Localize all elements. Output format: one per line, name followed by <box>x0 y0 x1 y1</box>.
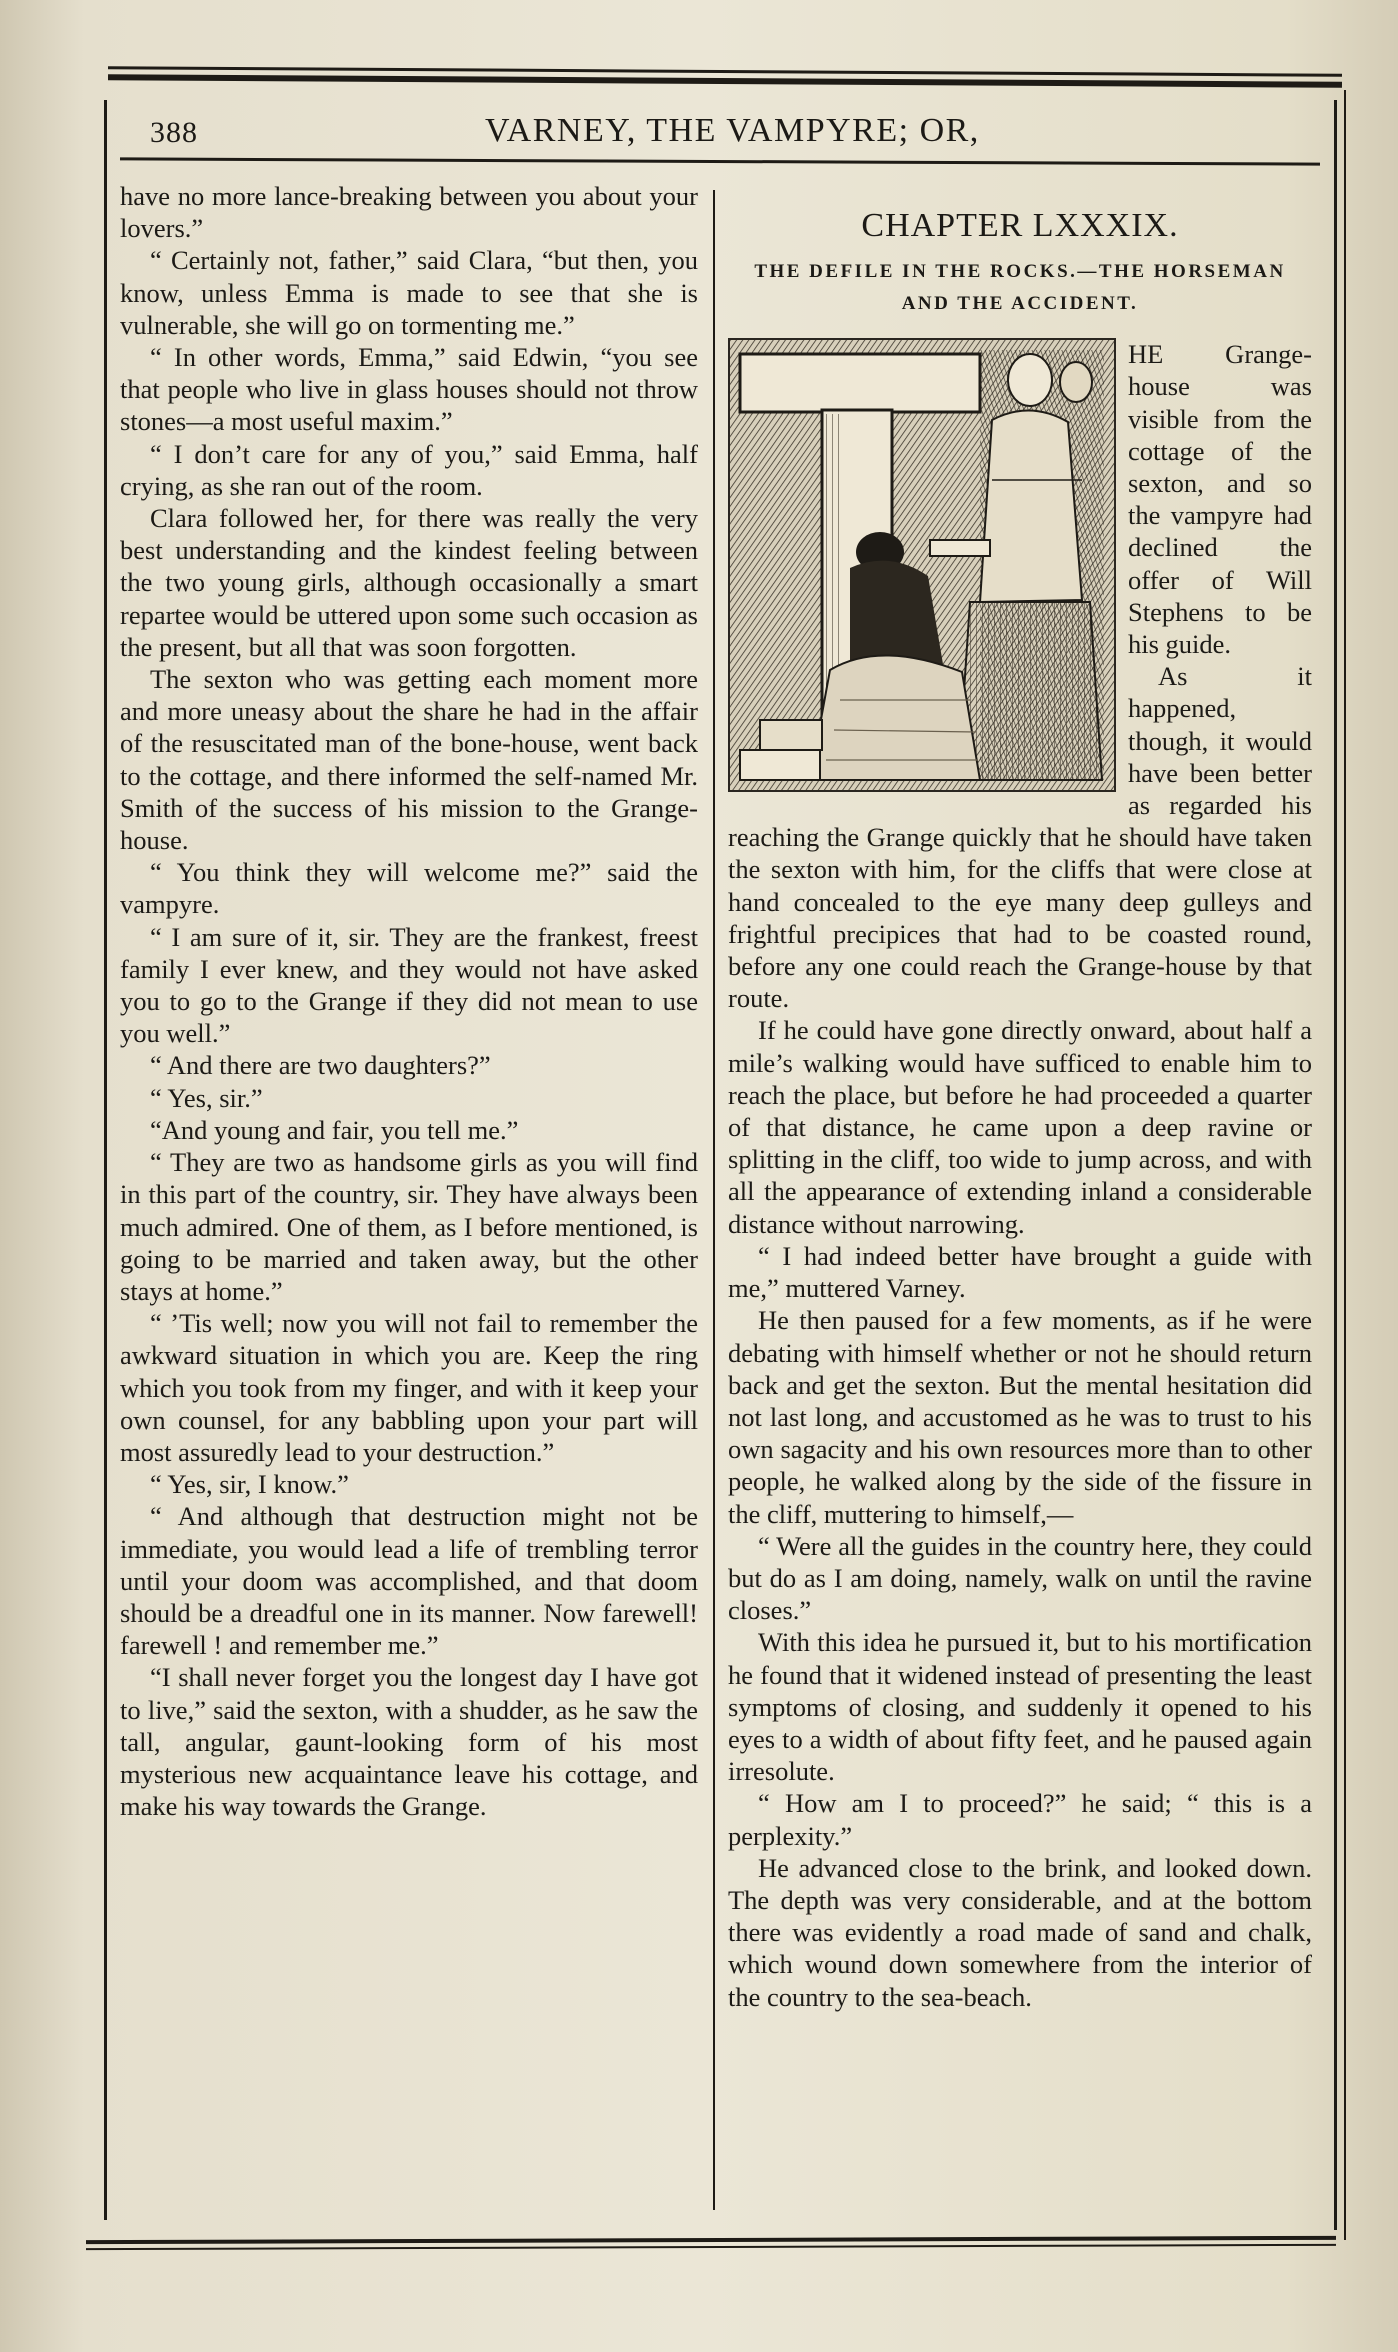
paragraph: If he could have gone directly onward, about half a mile’s walking would have sufficed to enable him to reach the place, but before he had proceeded a quarter of that distance, he came upon a deep ravine or splitting in the cliff, too wide to jump across, and with all the appearance of extending inland a considerable distance without narrowing. <box>728 1015 1312 1239</box>
paragraph: “ And there are two daughters?” <box>150 1050 491 1081</box>
paragraph: “ Yes, sir, I know.” <box>150 1469 349 1500</box>
paragraph: “ And although that destruction might not be immediate, you would lead a life of trembling terror until your doom was accomplished, and that doom should be a dreadful one in its manner. Now farewell! farewell ! and remember me.” <box>120 1501 698 1661</box>
left-border <box>104 100 107 2220</box>
left-column <box>120 180 698 1822</box>
historiated-initial-illustration <box>728 338 1116 792</box>
chapter-subtitle: THE DEFILE IN THE ROCKS.—THE HORSEMAN AND THE ACCIDENT. <box>754 261 1286 315</box>
paragraph: “ I don’t care for any of you,” said Emma, half crying, as she ran out of the room. <box>120 438 698 501</box>
paragraph: He advanced close to the brink, and looked down. The depth was very considerable, and at the bottom there was evidently a road made of sand and chalk, which wound down somewhere from the interior of the country to the sea-beach. <box>728 1852 1312 2012</box>
engraving-image <box>730 340 1114 790</box>
paragraph: The sexton who was getting each moment more and more uneasy about the share he had in the affair of the resuscitated man of the bone-house, went back to the cottage, and there informed the self-named Mr. Smith of the success of his mission to the Grange-house. <box>120 664 698 856</box>
paragraph: have no more lance-breaking between you about your lovers.” <box>120 181 698 244</box>
running-header <box>150 104 1308 154</box>
right-column <box>728 180 1312 2013</box>
bottom-rule-thin <box>86 2244 1336 2250</box>
paragraph: “ Certainly not, father,” said Clara, “but then, you know, unless Emma is made to see that she is vulnerable, she will go on tormenting me.” <box>120 245 698 340</box>
paragraph: “ Yes, sir.” <box>150 1082 263 1113</box>
paragraph: “ Were all the guides in the country here, they could but do as I am doing, namely, walk on until the ravine closes.” <box>728 1530 1312 1626</box>
paragraph: He then paused for a few moments, as if he were debating with himself whether or not he should return back and get the sexton. But the mental hesitation did not last long, and accustomed as he was to trust to his own sagacity and his own resources more than to other people, he walked along by the side of the fissure in the cliff, muttering to himself,— <box>728 1305 1312 1529</box>
top-rule-thick <box>108 74 1342 88</box>
running-head-title: VARNEY, THE VAMPYRE; OR, <box>485 112 980 149</box>
paragraph: “ I am sure of it, sir. They are the frankest, freest family I ever knew, and they would not have asked you to go to the Grange if they did not mean to use you well.” <box>120 921 698 1049</box>
paragraph: “ In other words, Emma,” said Edwin, “you see that people who live in glass houses should not throw stones—a most useful maxim.” <box>120 342 698 437</box>
paragraph: “ I had indeed better have brought a guide with me,” muttered Varney. <box>728 1240 1312 1304</box>
column-separator <box>713 190 715 2210</box>
paragraph: “ ’Tis well; now you will not fail to remember the awkward situation in which you are. Keep the ring which you took from my finger, and with it keep your own counsel, for any babbling upon your part will most assuredly lead to your destruction.” <box>120 1308 698 1467</box>
paragraph: “ You think they will welcome me?” said the vampyre. <box>120 857 698 920</box>
paragraph: “ How am I to proceed?” he said; “ this is a perplexity.” <box>728 1788 1312 1851</box>
header-rule <box>120 157 1320 165</box>
paragraph: “ They are two as handsome girls as you will find in this part of the country, sir. They have always been much admired. One of them, as I before mentioned, is going to be married and taken away, but the other stays at home.” <box>120 1147 698 1306</box>
chapter-first-paragraph: HE Grange-house was visible from the cottage of the sexton, and so the vampyre had declined the offer of Will Stephens to be his guide. <box>1128 339 1312 660</box>
paragraph: “And young and fair, you tell me.” <box>150 1114 519 1145</box>
paragraph: With this idea he pursued it, but to his mortification he found that it widened instead of presenting the least symptoms of closing, and suddenly it opened to his eyes to a width of about fifty feet, and he paused again irresolute. <box>728 1627 1312 1787</box>
page-number: 388 <box>150 116 198 149</box>
right-border-outer <box>1344 90 1346 2240</box>
chapter-opening <box>728 338 1312 1014</box>
bottom-rule-thick <box>86 2236 1336 2244</box>
right-border <box>1334 100 1337 2230</box>
paragraph: As it happened, though, it would have been better as regarded his reaching the Grange quickly that he should have taken the sexton with him, for the cliffs that were close at hand concealed to the eye many deep gulleys and frightful precipices that had to be coasted round, before any one could reach the Grange-house by that route. <box>728 661 1312 1014</box>
paragraph: “I shall never forget you the longest day I have got to live,” said the sexton, with a shudder, as he saw the tall, angular, gaunt-looking form of his most mysterious new acquaintance leave his cottage, and make his way towards the Grange. <box>120 1662 698 1822</box>
paragraph: Clara followed her, for there was really the very best understanding and the kindest feeling between the two young girls, although occasionally a smart repartee would be uttered upon some such occasion as the present, but all that was soon forgotten. <box>120 503 698 662</box>
chapter-title: CHAPTER LXXXIX. <box>861 207 1179 244</box>
